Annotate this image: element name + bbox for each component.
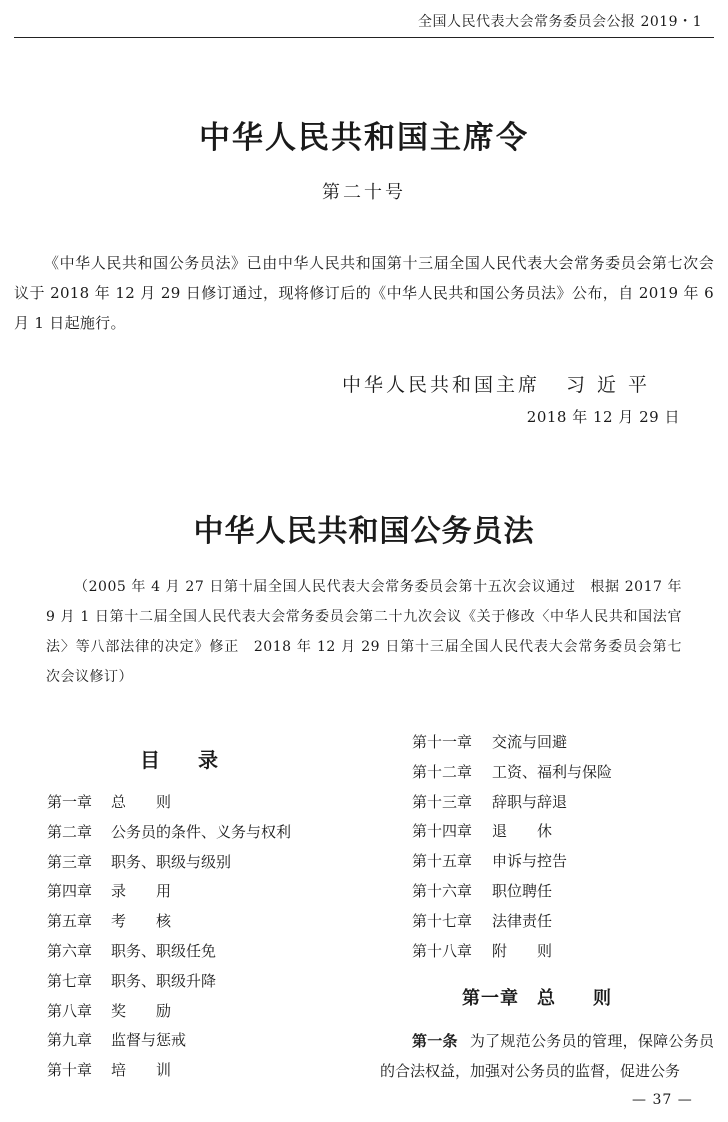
running-header: 全国人民代表大会常务委员会公报 2019・1 <box>418 14 702 30</box>
toc-left-column <box>47 788 291 1086</box>
toc-item <box>412 817 612 847</box>
order-number: 第二十号 <box>322 182 406 203</box>
toc-chapter-title: 奖 励 <box>111 1001 172 1020</box>
toc-chapter-number: 第六章 <box>47 941 93 960</box>
toc-chapter-title: 职务、职级与级别 <box>111 852 232 871</box>
signatory-name: 习近平 <box>566 374 660 396</box>
toc-chapter-title: 总 则 <box>111 793 172 811</box>
law-title: 中华人民共和国公务员法 <box>193 514 535 549</box>
toc-chapter-title: 职位聘任 <box>492 881 553 900</box>
signature-date: 2018 年 12 月 29 日 <box>526 408 680 426</box>
toc-item <box>47 818 291 848</box>
toc-chapter-number: 第十七章 <box>412 911 473 930</box>
article-body: 为了规范公务员的管理，保障公务员的合法权益，加强对公务员的监督，促进公务 <box>380 1032 714 1080</box>
toc-chapter-title: 附 则 <box>492 941 553 960</box>
toc-chapter-title: 申诉与控告 <box>492 852 568 871</box>
toc-item <box>47 937 291 967</box>
toc-chapter-title: 辞职与辞退 <box>492 792 568 811</box>
toc-chapter-number: 第八章 <box>47 1001 93 1020</box>
toc-chapter-title: 监督与惩戒 <box>111 1031 187 1050</box>
toc-item <box>412 907 612 937</box>
toc-chapter-number: 第十一章 <box>412 733 473 751</box>
signature-line <box>342 370 659 397</box>
toc-chapter-number: 第一章 <box>47 793 93 811</box>
law-adoption-note: （2005 年 4 月 27 日第十届全国人民代表大会常务委员会第十五次会议通过 根据 2017 年 9 月 1 日第十二届全国人民代表大会常务委员会第二十九次会议《关于修改〈中华人民共和国法官法〉等八部法律的决定》修正 2018 年 12 月 29 日第十三届全国人民代表大会常务委员会第七次会议修订） <box>46 579 682 685</box>
toc-chapter-title: 录 用 <box>111 882 172 901</box>
chapter-number: 第一章 <box>462 988 519 1009</box>
toc-chapter-number: 第十五章 <box>412 852 473 871</box>
toc-heading: 目录 <box>140 748 256 772</box>
toc-chapter-number: 第十四章 <box>412 822 473 841</box>
toc-chapter-number: 第四章 <box>47 882 93 901</box>
toc-item <box>412 877 612 907</box>
toc-item <box>47 997 291 1027</box>
toc-item <box>47 1056 291 1086</box>
toc-chapter-title: 法律责任 <box>492 911 553 930</box>
toc-item <box>412 728 612 758</box>
toc-chapter-title: 公务员的条件、义务与权利 <box>111 822 292 841</box>
toc-item <box>412 847 612 877</box>
toc-chapter-number: 第七章 <box>47 971 93 990</box>
signatory-title: 中华人民共和国主席 <box>342 374 541 396</box>
toc-chapter-number: 第九章 <box>47 1031 93 1050</box>
toc-item <box>47 907 291 937</box>
toc-chapter-number: 第三章 <box>47 852 93 871</box>
toc-chapter-title: 工资、福利与保险 <box>492 762 613 781</box>
toc-chapter-number: 第五章 <box>47 912 93 931</box>
order-title: 中华人民共和国主席令 <box>199 120 529 156</box>
toc-item <box>412 937 612 967</box>
header-divider <box>14 37 714 38</box>
toc-chapter-title: 职务、职级升降 <box>111 971 217 990</box>
toc-chapter-title: 培 训 <box>111 1061 172 1080</box>
toc-item <box>412 788 612 818</box>
toc-item <box>47 788 291 818</box>
toc-item <box>412 758 612 788</box>
toc-chapter-title: 退 休 <box>492 822 553 841</box>
toc-item <box>47 967 291 997</box>
toc-item <box>47 1026 291 1056</box>
chapter-title: 总则 <box>537 988 649 1009</box>
toc-chapter-number: 第十二章 <box>412 762 473 781</box>
toc-item <box>47 848 291 878</box>
toc-chapter-number: 第十三章 <box>412 792 473 811</box>
toc-right-column <box>412 728 612 966</box>
toc-chapter-number: 第十八章 <box>412 941 473 960</box>
toc-chapter-title: 考 核 <box>111 912 172 931</box>
article-label: 第一条 <box>412 1032 458 1050</box>
toc-chapter-number: 第十章 <box>47 1061 93 1080</box>
toc-chapter-title: 职务、职级任免 <box>111 941 217 960</box>
toc-chapter-number: 第二章 <box>47 822 93 841</box>
page-number: — 37 — <box>632 1092 693 1108</box>
article-1 <box>380 1026 714 1086</box>
toc-chapter-number: 第十六章 <box>412 881 473 900</box>
toc-chapter-title: 交流与回避 <box>492 733 568 751</box>
chapter-heading <box>462 984 649 1010</box>
toc-item <box>47 877 291 907</box>
order-body: 《中华人民共和国公务员法》已由中华人民共和国第十三届全国人民代表大会常务委员会第七次会议于 2018 年 12 月 29 日修订通过，现将修订后的《中华人民共和国公务员法》公布，自 2019 年 6 月 1 日起施行。 <box>14 254 714 332</box>
